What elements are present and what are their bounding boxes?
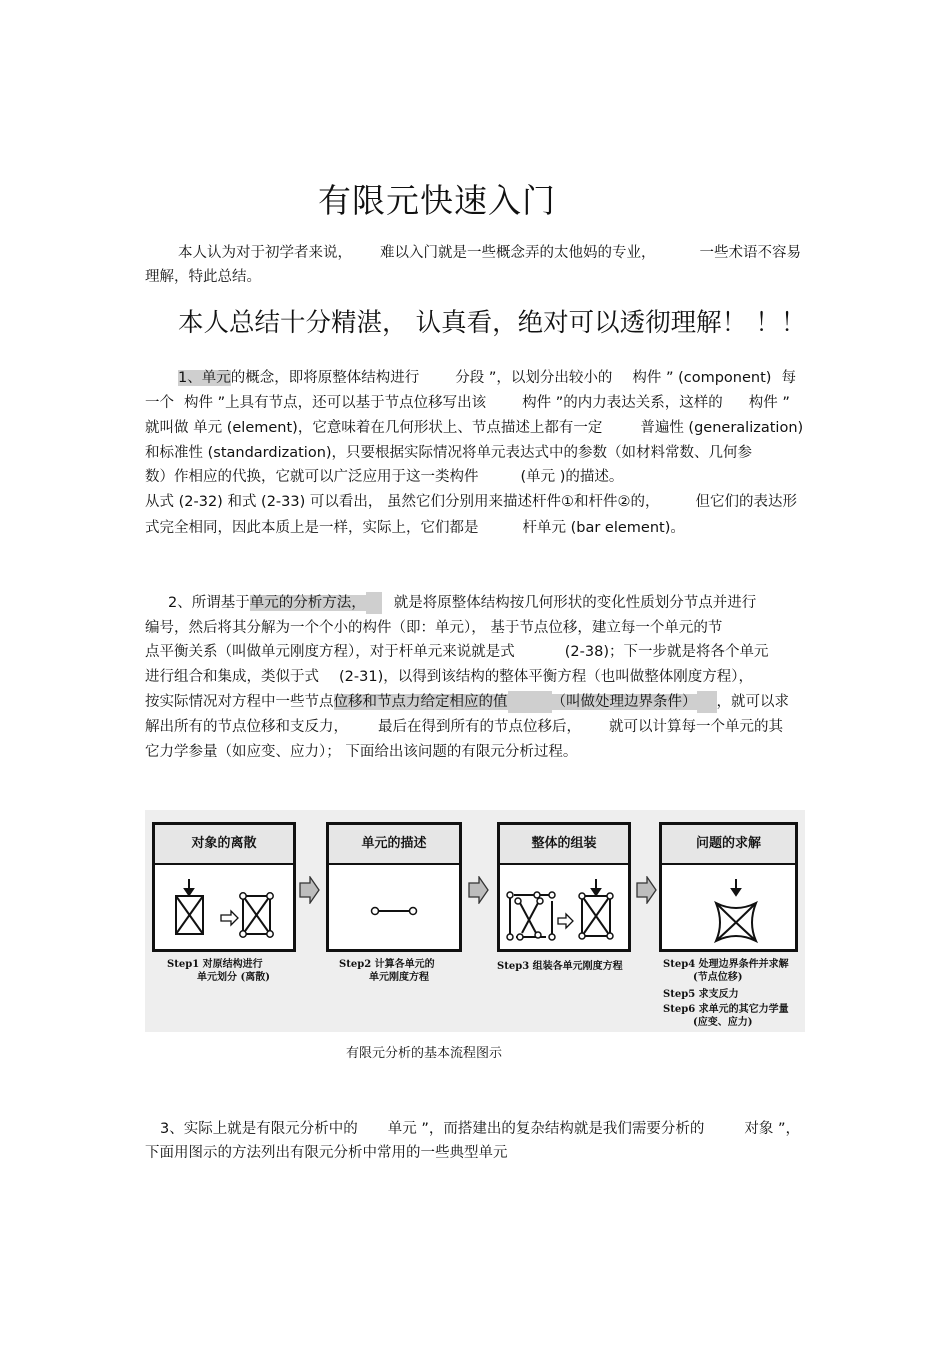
text: 一个 — [145, 395, 174, 411]
headline: 本人总结十分精湛， 认真看，绝对可以透彻理解！ ！！ — [178, 308, 807, 338]
step4-box — [659, 822, 798, 952]
step1-notes — [167, 958, 270, 984]
text: 构件 ”的内力表达关系，这样的 — [522, 395, 723, 411]
text: 构件 ” (component) — [632, 370, 772, 386]
highlight-text: 单元的分析方法， — [249, 595, 366, 611]
text: (单元 )的描述。 — [520, 469, 624, 485]
step2-box — [326, 822, 462, 952]
step-note-line: Step5 求支反力 — [663, 989, 739, 1000]
flow-arrow-icon — [635, 876, 657, 904]
intro-line-2: 理解，特此总结。 — [145, 269, 261, 285]
step-note-line: (应变、应力) — [693, 1017, 753, 1028]
text: 构件 ” — [748, 395, 790, 411]
section2-line-5 — [145, 691, 789, 713]
section2-line-2: 编号，然后将其分解为一个个小的构件（即：单元）， 基于节点位移，建立每一个单元的节 — [145, 620, 723, 636]
text: 点平衡关系（叫做单元刚度方程），对于杆单元来说就是式 — [145, 644, 515, 660]
section2-line-3 — [145, 641, 768, 663]
step4-notes — [663, 958, 789, 1029]
highlight-text: 1、单元 — [178, 370, 231, 386]
text: (2-31)，以得到该结构的整体平衡方程（也叫做整体刚度方程）， — [339, 669, 753, 685]
text: 就是将原整体结构按几何形状的变化性质划分节点并进行 — [393, 595, 757, 611]
page-title: 有限元快速入门 — [318, 181, 556, 220]
intro-line-1 — [178, 242, 801, 264]
section1-line-3 — [145, 417, 803, 439]
step1-box — [152, 822, 296, 952]
text: 数）作相应的代换，它就可以广泛应用于这一类构件 — [145, 469, 479, 485]
step-note-line: Step6 求单元的其它力学量 — [663, 1004, 789, 1015]
step2-header: 单元的描述 — [329, 825, 459, 865]
step-note-line: Step4 处理边界条件并求解 — [663, 959, 789, 970]
step-note-line: Step2 计算各单元的 — [339, 959, 435, 970]
step3-notes — [497, 960, 623, 973]
highlight-text: 位移和节点力给定相应的值 — [333, 694, 508, 710]
text: 就可以计算每一个单元的其 — [609, 719, 783, 735]
section2-line-6 — [145, 716, 783, 738]
step3-header: 整体的组装 — [500, 825, 628, 865]
section3-line-2: 下面用图示的方法列出有限元分析中常用的一些典型单元 — [145, 1145, 508, 1161]
text: 普遍性 (generalization) — [640, 420, 804, 436]
section2-line-7: 它力学参量（如应变、应力）； 下面给出该问题的有限元分析过程。 — [145, 744, 578, 760]
text: 但它们的表达形 — [695, 494, 797, 510]
step2-notes — [339, 958, 435, 984]
intro-text: 难以入门就是一些概念弄的太他妈的专业， — [380, 245, 656, 261]
highlight-text: （叫做处理边界条件） — [551, 694, 697, 710]
flow-arrow-icon — [298, 876, 320, 904]
section3-line-1 — [160, 1118, 800, 1140]
discretization-diagram-icon — [155, 865, 293, 951]
text: 杆单元 (bar element)。 — [522, 520, 685, 536]
text: 最后在得到所有的节点位移后， — [378, 719, 581, 735]
text: 2、所谓基于 — [168, 595, 250, 611]
text: 构件 ”上具有节点，还可以基于节点位移写出该 — [184, 395, 487, 411]
text: 分段 ”，以划分出较小的 — [455, 370, 613, 386]
section2-line-4 — [145, 666, 753, 688]
text: 式完全相同，因此本质上是一样，实际上，它们都是 — [145, 520, 479, 536]
intro-text: 一些术语不容易 — [699, 245, 801, 261]
section1-line-6 — [145, 491, 797, 513]
section1-line-5 — [145, 466, 623, 488]
step-note-line: 单元划分 (离散) — [197, 972, 270, 983]
step1-header: 对象的离散 — [155, 825, 293, 865]
step-note-line: (节点位移) — [693, 972, 743, 983]
text: 3、实际上就是有限元分析中的 — [160, 1121, 358, 1137]
step-note-line: 单元刚度方程 — [369, 972, 429, 983]
step4-header: 问题的求解 — [662, 825, 795, 865]
text: 单元 ”，而搭建出的复杂结构就是我们需要分析的 — [387, 1121, 705, 1137]
intro-text: 本人认为对于初学者来说， — [178, 245, 352, 261]
fem-flow-figure — [145, 810, 805, 1032]
section1-line-7 — [145, 517, 685, 539]
section1-line-2 — [145, 392, 790, 414]
text: 每 — [781, 370, 796, 386]
text: 按实际情况对方程中一些节点 — [145, 694, 334, 710]
text: 对象 ”， — [744, 1121, 800, 1137]
flow-arrow-icon — [467, 876, 489, 904]
text: 从式 (2-32) 和式 (2-33) 可以看出， 虽然它们分别用来描述杆件①和杆件②的， — [145, 494, 660, 510]
step-note-line: Step1 对原结构进行 — [167, 959, 263, 970]
text: 进行组合和集成，类似于式 — [145, 669, 319, 685]
assembly-diagram-icon — [500, 865, 628, 951]
text: 解出所有的节点位移和支反力， — [145, 719, 348, 735]
text: 就叫做 单元 (element)，它意味着在几何形状上、节点描述上都有一定 — [145, 420, 603, 436]
section1-line-4: 和标准性 (standardization)，只要根据实际情况将单元表达式中的参数（如材料常数、几何参 — [145, 445, 753, 461]
element-diagram-icon — [329, 865, 459, 951]
deformed-structure-icon — [662, 865, 795, 951]
step-note-line: Step3 组装各单元刚度方程 — [497, 961, 623, 972]
step3-box — [497, 822, 631, 952]
text: (2-38)；下一步就是将各个单元 — [564, 644, 769, 660]
section1-line-1 — [178, 367, 796, 389]
section2-line-1 — [168, 592, 756, 614]
figure-caption: 有限元分析的基本流程图示 — [346, 1046, 503, 1061]
text: ，就可以求 — [716, 694, 789, 710]
text: 的概念，即将原整体结构进行 — [230, 370, 420, 386]
